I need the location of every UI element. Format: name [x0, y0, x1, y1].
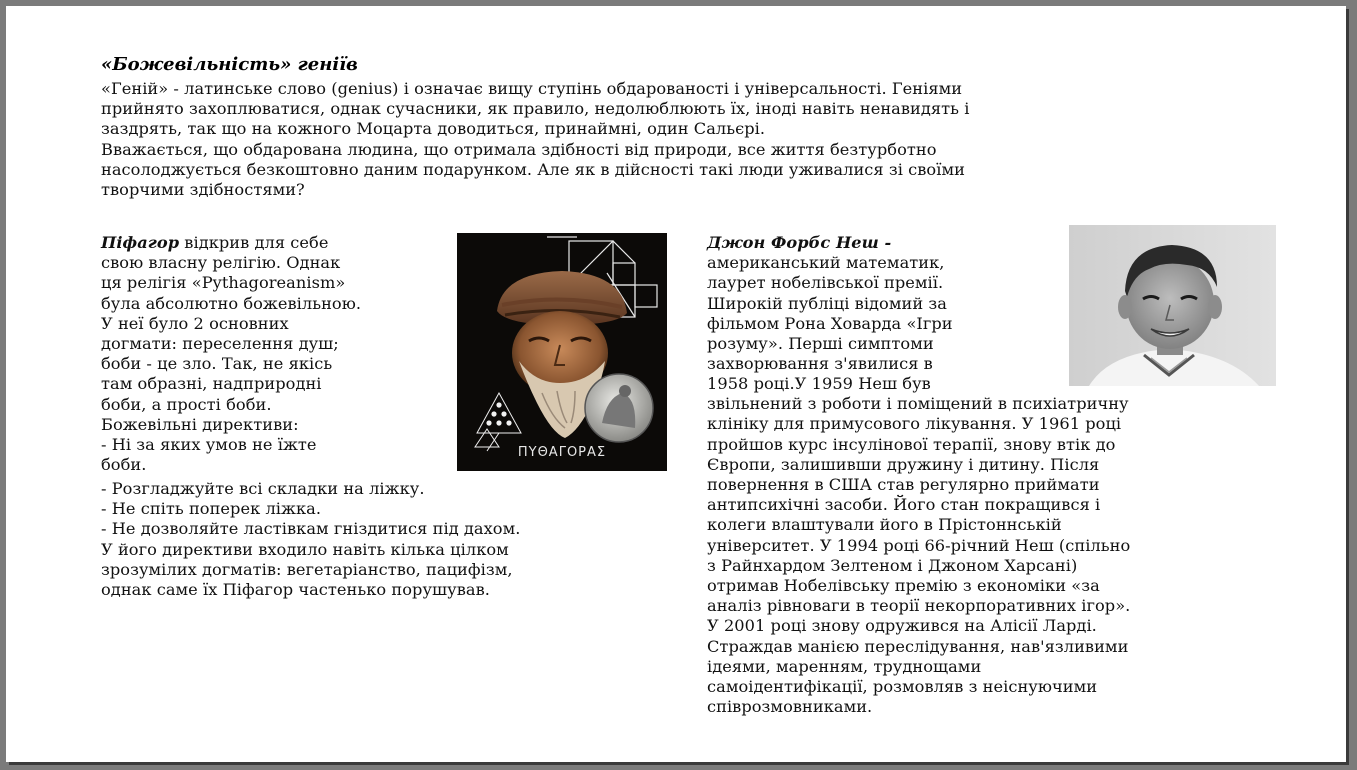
pythagoras-line: була абсолютно божевільною.: [101, 293, 362, 313]
pythagoras-line: боби - це зло. Так, не якісь: [101, 354, 333, 374]
nash-line: антипсихічні засоби. Його стан покращився і: [707, 495, 1101, 515]
nash-line: співрозмовниками.: [707, 697, 873, 717]
pythagoras-line: - Не спіть поперек ліжка.: [101, 499, 322, 519]
pythagoras-line: там образні, надприродні: [101, 374, 322, 394]
nash-line: 1958 році.У 1959 Неш був: [707, 374, 931, 393]
nash-line: колеги влаштували його в Прістоннській: [707, 515, 1062, 535]
intro-line: Вважається, що обдарована людина, що отримала здібності від природи, все життя безтурботно: [101, 139, 937, 159]
intro-line: заздрять, так що на кожного Моцарта доводиться, принаймні, один Сальєрі.: [101, 119, 766, 139]
pythagoras-line: догмати: переселення душ;: [101, 334, 339, 354]
intro-paragraph: [101, 79, 1261, 200]
pythagoras-line: - Не дозволяйте ластівкам гніздитися під дахом.: [101, 519, 521, 539]
nash-line: фільмом Рона Ховарда «Ігри: [707, 313, 953, 333]
nash-line: Широкій публіці відомий за: [707, 293, 947, 313]
nash-line: повернення в США став регулярно приймати: [707, 475, 1100, 495]
nash-childhood-photo: [1069, 225, 1276, 386]
pythagoras-image-caption: ΠΥΘΑΓΟΡΑΣ: [517, 445, 607, 460]
nash-line: пройшов курс інсулінової терапії, знову втік до: [707, 434, 1116, 454]
nash-line: розуму». Перші симптоми: [707, 334, 934, 354]
nash-line: самоідентифікації, розмовляв з неіснуючими: [707, 677, 1098, 697]
pythagoras-line: У його директиви входило навіть кілька цілком: [101, 539, 509, 559]
nash-line: аналіз рівноваги в теорії некорпоративних ігор».: [707, 596, 1131, 616]
nash-line: У 2001 році знову одружився на Алісії Ларді.: [707, 616, 1097, 636]
pythagoras-line: боби, а прості боби.: [101, 394, 272, 414]
pythagoras-line: боби.: [101, 455, 147, 475]
nash-line: клініку для примусового лікування. У 1961 році: [707, 414, 1122, 434]
pythagoras-name: Піфагор: [101, 233, 180, 252]
slide-page: [6, 6, 1346, 762]
nash-line: лаурет нобелівської премії.: [707, 273, 944, 293]
nash-line: університет. У 1994 році 66-річний Неш (спільно: [707, 535, 1131, 555]
pythagoras-line: - Розгладжуйте всі складки на ліжку.: [101, 479, 425, 498]
pythagoras-line: Божевільні директиви:: [101, 414, 299, 434]
nash-line: захворювання з'явилися в: [707, 354, 933, 374]
nash-line: Європи, залишивши дружину і дитину. Після: [707, 454, 1100, 474]
pythagoras-line: зрозумілих догматів: вегетаріанство, пацифізм,: [101, 559, 513, 579]
nash-first-line: [707, 233, 1062, 253]
nash-line: звільнений з роботи і поміщений в психіатричну: [707, 394, 1129, 414]
nash-text-continued: [707, 374, 1267, 717]
intro-line: прийнято захоплюватися, однак сучасники, як правило, недолюблюють їх, іноді навіть ненавидять і: [101, 99, 970, 119]
pythagoras-line: У неї було 2 основних: [101, 313, 289, 333]
pythagoras-portrait-image: [457, 233, 667, 471]
nash-name: Джон Форбс Неш: [707, 233, 879, 252]
intro-line: «Геній» - латинське слово (genius) і означає вищу ступінь обдарованості і універсальності. Геніями: [101, 79, 963, 98]
pythagoras-line: ця релігія «Pythagoreanism»: [101, 273, 346, 293]
pythagoras-line: - Ні за яких умов не їжте: [101, 435, 317, 455]
pythagoras-first-line: [101, 233, 431, 253]
intro-line: насолоджується безкоштовно даним подарунком. Але як в дійсності такі люди уживалися зі своїми: [101, 159, 965, 179]
nash-name-suffix: -: [878, 233, 892, 252]
nash-line: ідеями, маренням, труднощами: [707, 656, 982, 676]
pythagoras-line: свою власну релігію. Однак: [101, 253, 341, 273]
nash-line: з Райнхардом Зелтеном і Джоном Харсані): [707, 555, 1078, 575]
nash-line: отримав Нобелівську премію з економіки «за: [707, 576, 1100, 596]
pythagoras-first-line-rest: відкрив для себе: [179, 233, 329, 252]
nash-line: американський математик,: [707, 253, 945, 273]
pythagoras-line: однак саме їх Піфагор частенько порушував.: [101, 580, 490, 600]
nash-line: Страждав манією переслідування, нав'язливими: [707, 636, 1129, 656]
page-title: «Божевільність» геніїв: [101, 54, 358, 75]
intro-line: творчими здібностями?: [101, 180, 305, 200]
pythagoras-text-continued: [101, 479, 681, 600]
pythagoras-text: [101, 233, 431, 475]
nash-text: [707, 233, 1062, 374]
